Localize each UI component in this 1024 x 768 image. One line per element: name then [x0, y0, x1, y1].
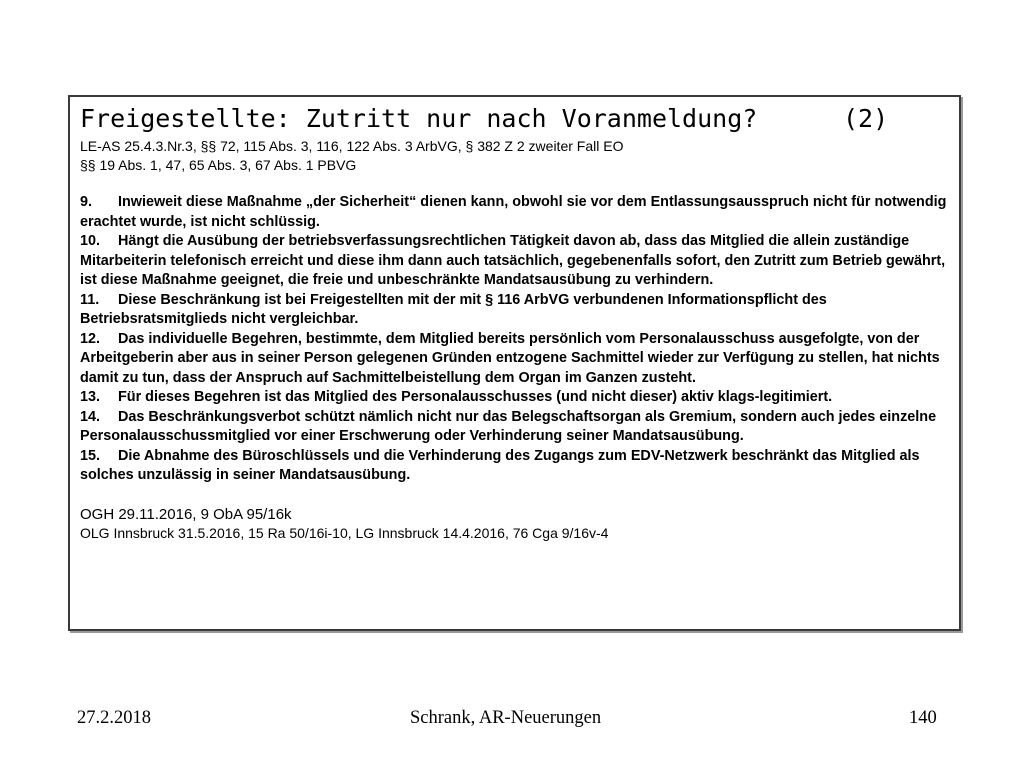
title-row: [80, 103, 949, 137]
footer-author-title: Schrank, AR-Neuerungen: [410, 708, 602, 728]
point-number: 14.: [80, 408, 101, 425]
source-citation-secondary: OLG Innsbruck 31.5.2016, 15 Ra 50/16i-10, LG Innsbruck 14.4.2016, 76 Cga 9/16v-4: [80, 524, 609, 541]
point-text: Das Beschränkungsverbot schützt nämlich nicht nur das Belegschaftsorgan als Gremium, sondern auch jedes einzelne Personalausschussmitglied vor einer Erschwerung oder Verhinderung seiner Mandatsausübung.: [80, 408, 937, 444]
point-text: Für dieses Begehren ist das Mitglied des Personalausschusses (und nicht dieser) aktiv klags-legitimiert.: [118, 389, 833, 405]
point-item: [80, 291, 949, 330]
source-citation-primary: OGH 29.11.2016, 9 ObA 95/16k: [80, 505, 292, 523]
footer-date: 27.2.2018: [77, 708, 151, 728]
point-item: [80, 388, 949, 408]
point-text: Inwieweit diese Maßnahme „der Sicherheit“ dienen kann, obwohl sie vor dem Entlassungsausspruch nicht für notwendig erachtet wurde, ist nicht schlüssig.: [80, 194, 947, 230]
slide-title-number: (2): [843, 104, 889, 133]
point-number: 9.: [80, 194, 93, 210]
point-number: 15.: [80, 447, 101, 464]
point-item: [80, 447, 949, 486]
point-item: [80, 408, 949, 447]
point-number: 11.: [80, 291, 100, 308]
point-text: Das individuelle Begehren, bestimmte, dem Mitglied bereits persönlich vom Personalausschuss ausgefolgte, von der Arbeitgeberin aber aus in seiner Person gelegenen Gründen entzogene Sachmittel wieder zur Verfügung zu stellen, hat nichts damit zu tun, dass der Anspruch auf Sachmittelbeistellung dem Organ im Ganzen zusteht.: [80, 330, 940, 386]
legal-reference-line: §§ 19 Abs. 1, 47, 65 Abs. 3, 67 Abs. 1 PBVG: [80, 157, 357, 173]
point-text: Hängt die Ausübung der betriebsverfassungsrechtlichen Tätigkeit davon ab, dass das Mitglied die allein zuständige Mitarbeiterin telefonisch erreicht und diese ihm dann auch tatsächlich, gegebenenfalls sofort, den Zutritt zum Betrieb gewährt, ist diese Maßnahme geeignet, die freie und unbeschränkte Mandatsausübung zu verhindern.: [80, 233, 946, 288]
point-item: [80, 330, 949, 389]
point-number: 10.: [80, 233, 101, 249]
point-number: 12.: [80, 330, 101, 347]
spacer: [80, 175, 949, 193]
spacer: [80, 486, 949, 505]
point-item: [80, 193, 949, 232]
slide-title: Freigestellte: Zutritt nur nach Voranmeldung?: [80, 104, 758, 133]
content-box: [68, 95, 961, 631]
footer-page-number: 140: [909, 708, 937, 728]
point-item: [80, 232, 949, 291]
points-list: [80, 193, 949, 486]
point-number: 13.: [80, 389, 101, 405]
point-text: Diese Beschränkung ist bei Freigestellten mit der mit § 116 ArbVG verbundenen Informationspflicht des Betriebsratsmitglieds nicht vergleichbar.: [80, 291, 827, 327]
point-text: Die Abnahme des Büroschlüssels und die Verhinderung des Zugangs zum EDV-Netzwerk beschränkt das Mitglied als solches unzulässig in seiner Mandatsausübung.: [80, 447, 920, 483]
legal-reference-line: LE-AS 25.4.3.Nr.3, §§ 72, 115 Abs. 3, 116, 122 Abs. 3 ArbVG, § 382 Z 2 zweiter Fall EO: [80, 138, 624, 154]
